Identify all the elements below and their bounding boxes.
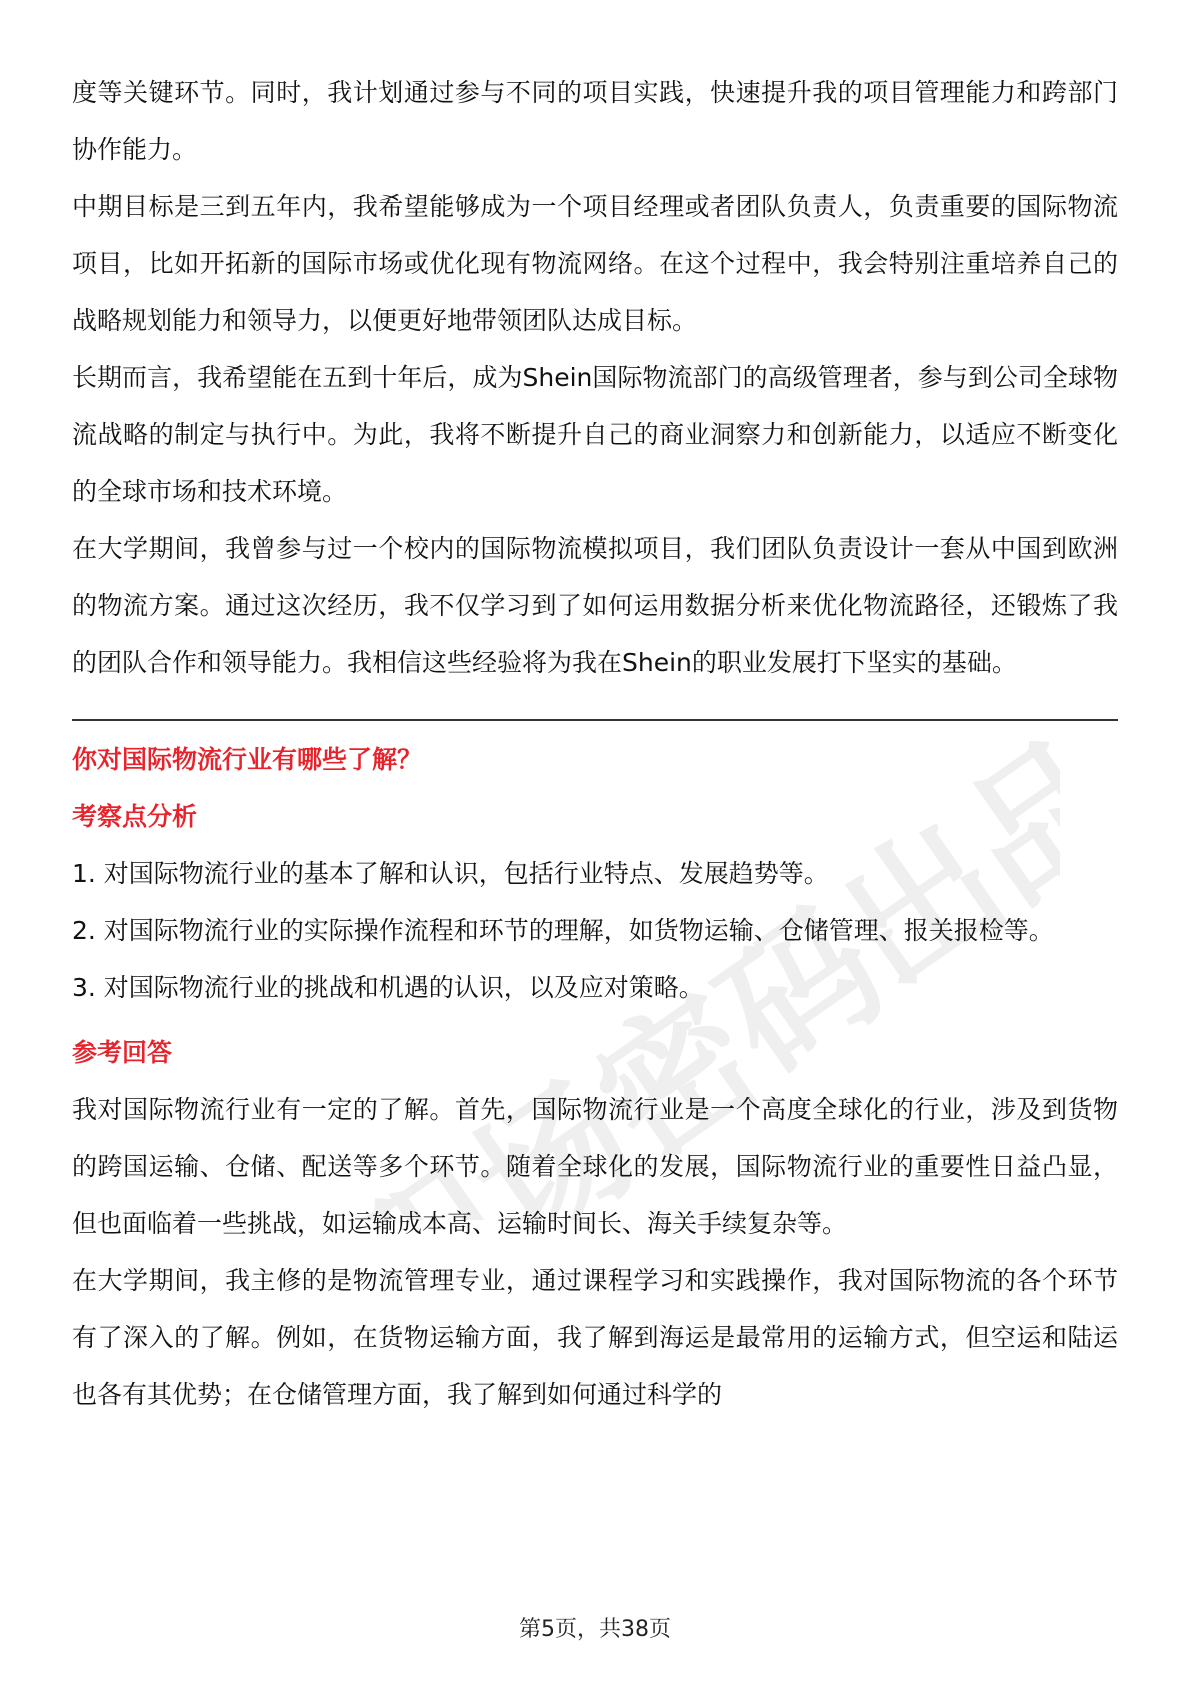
analysis-item-2: 2. 对国际物流行业的实际操作流程和环节的理解，如货物运输、仓储管理、报关报检等。: [72, 916, 1054, 945]
page-footer: 第5页，共38页: [519, 1617, 671, 1642]
paragraph-2: 中期目标是三到五年内，我希望能够成为一个项目经理或者团队负责人，负责重要的国际物流项目，比如开拓新的国际市场或优化现有物流网络。在这个过程中，我会特别注重培养自己的战略规划能力和领导力，以便更好地带领团队达成目标。: [72, 192, 1118, 335]
paragraph-3: 长期而言，我希望能在五到十年后，成为Shein国际物流部门的高级管理者，参与到公司全球物流战略的制定与执行中。为此，我将不断提升自己的商业洞察力和创新能力，以适应不断变化的全球市场和技术环境。: [72, 363, 1118, 506]
analysis-item-1: 1. 对国际物流行业的基本了解和认识，包括行业特点、发展趋势等。: [72, 859, 829, 888]
answer-paragraph-1: 我对国际物流行业有一定的了解。首先，国际物流行业是一个高度全球化的行业，涉及到货物的跨国运输、仓储、配送等多个环节。随着全球化的发展，国际物流行业的重要性日益凸显，但也面临着一些挑战，如运输成本高、运输时间长、海关手续复杂等。: [72, 1095, 1118, 1238]
answer-heading: 参考回答: [72, 1038, 173, 1067]
paragraph-4: 在大学期间，我曾参与过一个校内的国际物流模拟项目，我们团队负责设计一套从中国到欧洲的物流方案。通过这次经历，我不仅学习到了如何运用数据分析来优化物流路径，还锻炼了我的团队合作和领导能力。我相信这些经验将为我在Shein的职业发展打下坚实的基础。: [72, 534, 1118, 677]
watermark-text: 职场密码出品: [321, 706, 1060, 1220]
document-page: [72, 64, 1118, 1423]
section-divider: [72, 719, 1118, 721]
question-title: 你对国际物流行业有哪些了解？: [72, 745, 423, 774]
analysis-item-3: 3. 对国际物流行业的挑战和机遇的认识，以及应对策略。: [72, 973, 704, 1002]
paragraph-1: 度等关键环节。同时，我计划通过参与不同的项目实践，快速提升我的项目管理能力和跨部门协作能力。: [72, 78, 1118, 164]
analysis-heading: 考察点分析: [72, 802, 198, 831]
answer-paragraph-2: 在大学期间，我主修的是物流管理专业，通过课程学习和实践操作，我对国际物流的各个环节有了深入的了解。例如，在货物运输方面，我了解到海运是最常用的运输方式，但空运和陆运也各有其优势；在仓储管理方面，我了解到如何通过科学的: [72, 1266, 1118, 1409]
